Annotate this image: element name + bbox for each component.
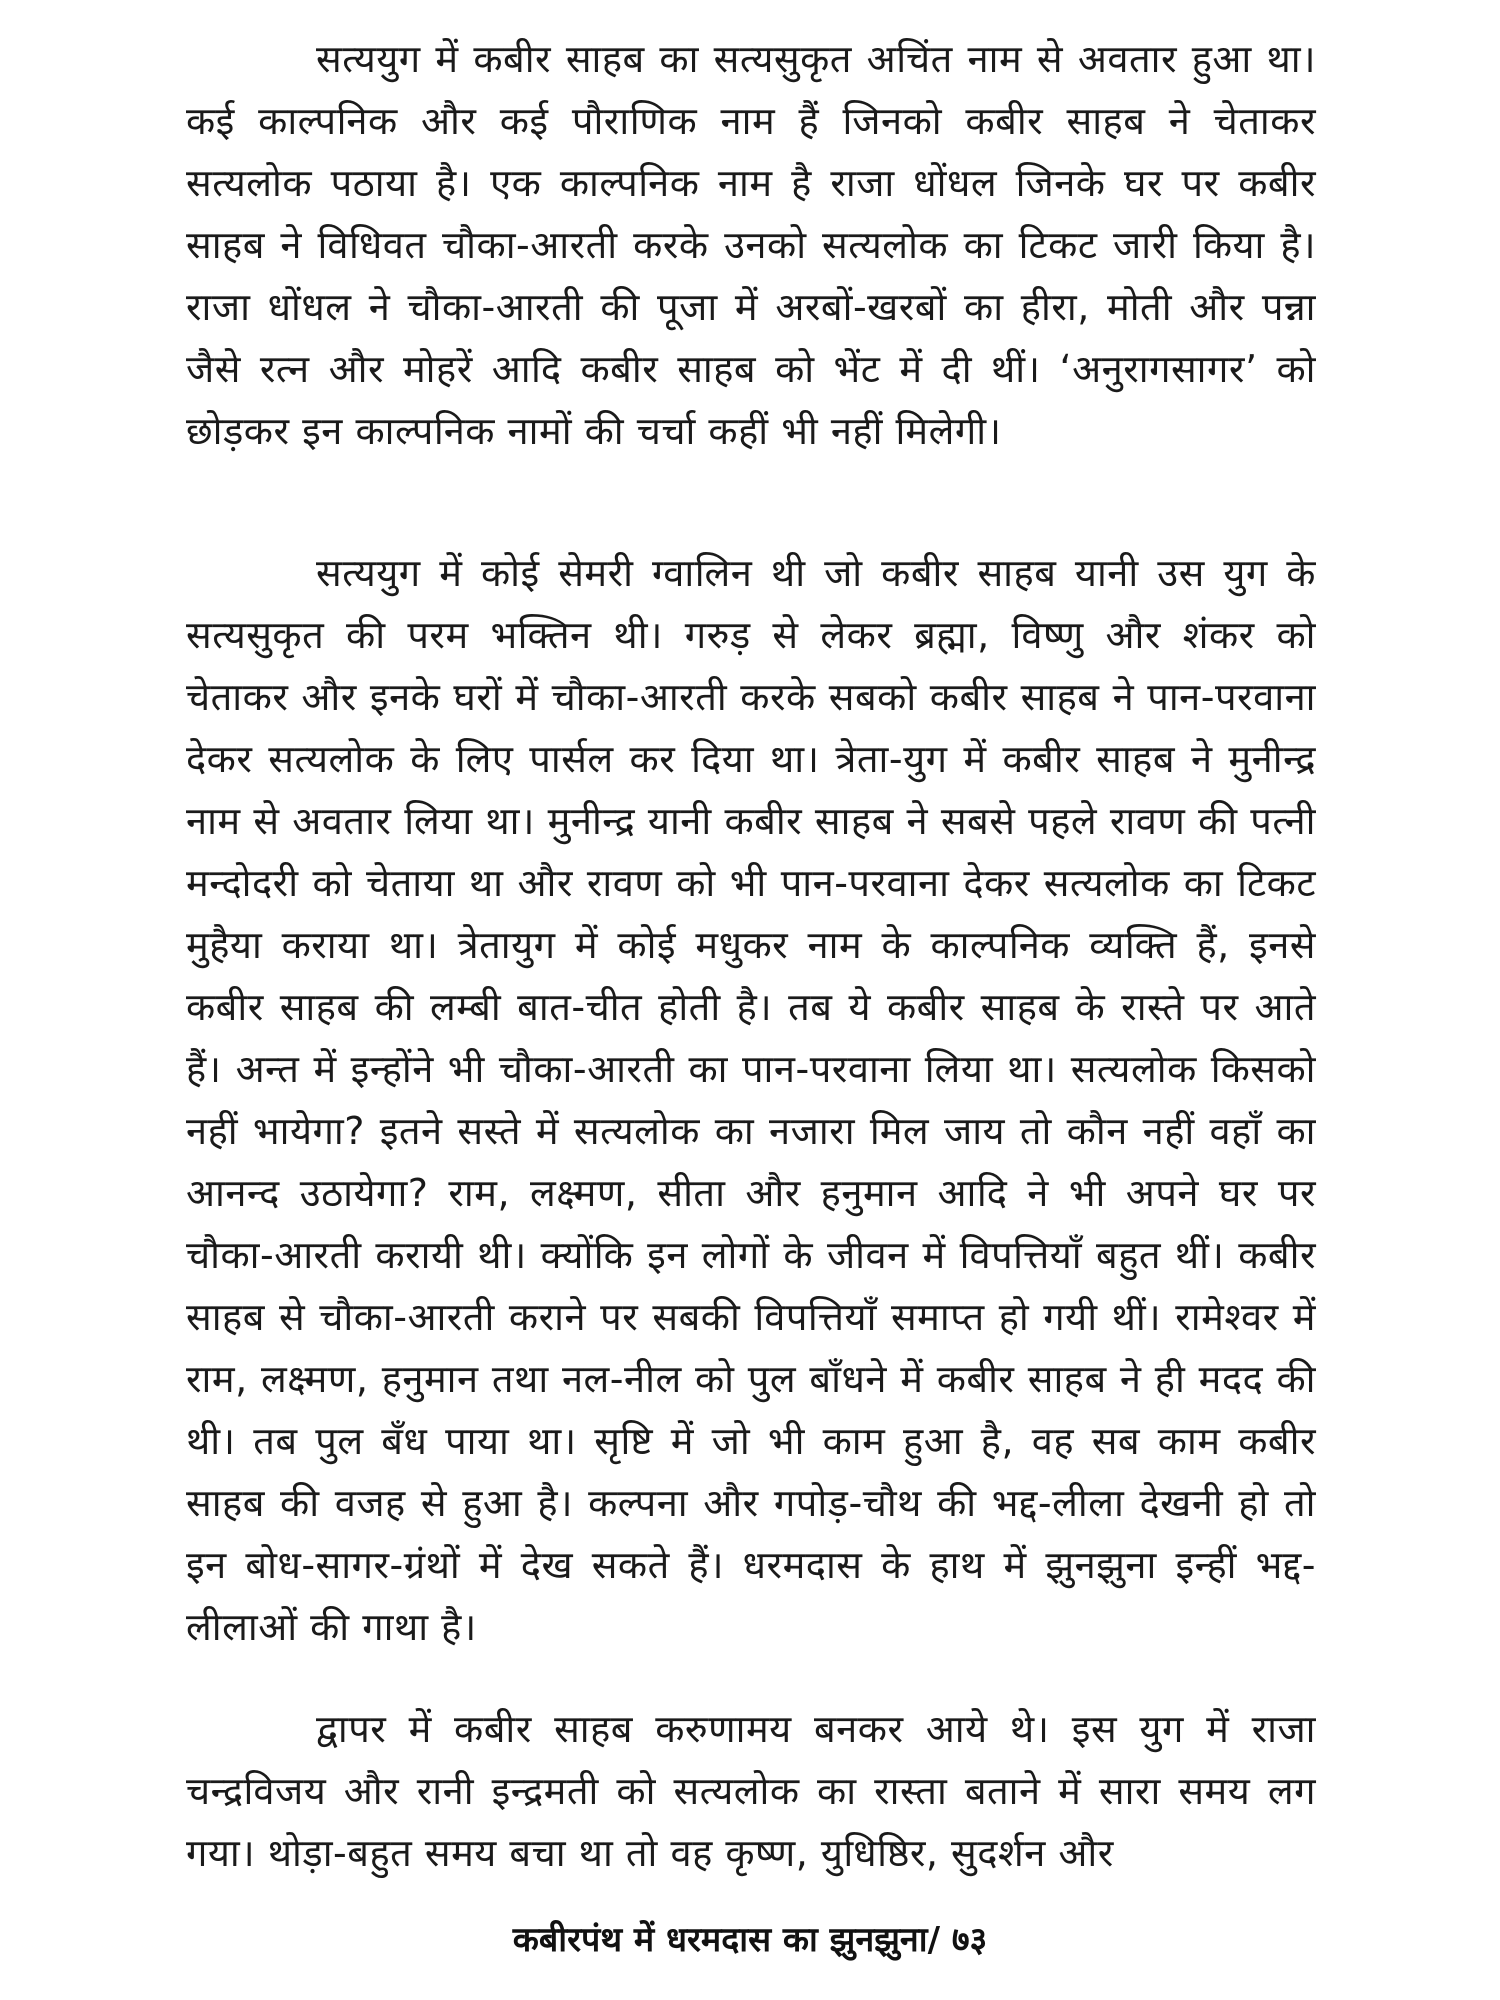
paragraph-semri-treta: सत्ययुग में कोई सेमरी ग्वालिन थी जो कबीर साहब यानी उस युग के सत्यसुकृत की परम भक्तिन थी। गरुड़ से लेकर ब्रह्मा, विष्णु और शंकर को चेताकर और इनके घरों में चौका-आरती करके सबको कबीर साहब ने पान-परवाना देकर सत्यलोक के लिए पार्सल कर दिया था। त्रेता-युग में कबीर साहब ने मुनीन्द्र नाम से अवतार लिया था। मुनीन्द्र यानी कबीर साहब ने सबसे पहले रावण की पत्नी मन्दोदरी को चेताया था और रावण को भी पान-परवाना देकर सत्यलोक का टिकट मुहैया कराया था। त्रेतायुग में कोई मधुकर नाम के काल्पनिक व्यक्ति हैं, इनसे कबीर साहब की लम्बी बात-चीत होती है। तब ये कबीर साहब के रास्ते पर आते हैं। अन्त में इन्होंने भी चौका-आरती का पान-परवाना लिया था। सत्यलोक किसको नहीं भायेगा? इतने सस्ते में सत्यलोक का नजारा मिल जाय तो कौन नहीं वहाँ का आनन्द उठायेगा? राम, लक्ष्मण, सीता और हनुमान आदि ने भी अपने घर पर चौका-आरती करायी थी। क्योंकि इन लोगों के जीवन में विपत्तियाँ बहुत थीं। कबीर साहब से चौका-आरती कराने पर सबकी विपत्तियाँ समाप्त हो गयी थीं। रामेश्वर में राम, लक्ष्मण, हनुमान तथा नल-नील को पुल बाँधने में कबीर साहब ने ही मदद की थी। तब पुल बँध पाया था। सृष्टि में जो भी काम हुआ है, वह सब काम कबीर साहब की वजह से हुआ है। कल्पना और गपोड़-चौथ की भद्द-लीला देखनी हो तो इन बोध-सागर-ग्रंथों में देख सकते हैं। धरमदास के हाथ में झुनझुना इन्हीं भद्द-लीलाओं की गाथा है।	[186, 551, 1316, 1649]
page-footer: कबीरपंथ में धरमदास का झुनझुना/ ७३	[512, 1920, 988, 1960]
paragraph-satyayug-intro: सत्ययुग में कबीर साहब का सत्यसुकृत अचिंत नाम से अवतार हुआ था। कई काल्पनिक और कई पौराणिक नाम हैं जिनको कबीर साहब ने चेताकर सत्यलोक पठाया है। एक काल्पनिक नाम है राजा धोंधल जिनके घर पर कबीर साहब ने विधिवत चौका-आरती करके उनको सत्यलोक का टिकट जारी किया है। राजा धोंधल ने चौका-आरती की पूजा में अरबों-खरबों का हीरा, मोती और पन्ना जैसे रत्न और मोहरें आदि कबीर साहब को भेंट में दी थीं। ‘अनुरागसागर’ को छोड़कर इन काल्पनिक नामों की चर्चा कहीं भी नहीं मिलेगी।	[186, 37, 1316, 453]
paragraph-dwapar: द्वापर में कबीर साहब करुणामय बनकर आये थे। इस युग में राजा चन्द्रविजय और रानी इन्द्रमती को सत्यलोक का रास्ता बताने में सारा समय लग गया। थोड़ा-बहुत समय बचा था तो वह कृष्ण, युधिष्ठिर, सुदर्शन और	[186, 1707, 1316, 1875]
